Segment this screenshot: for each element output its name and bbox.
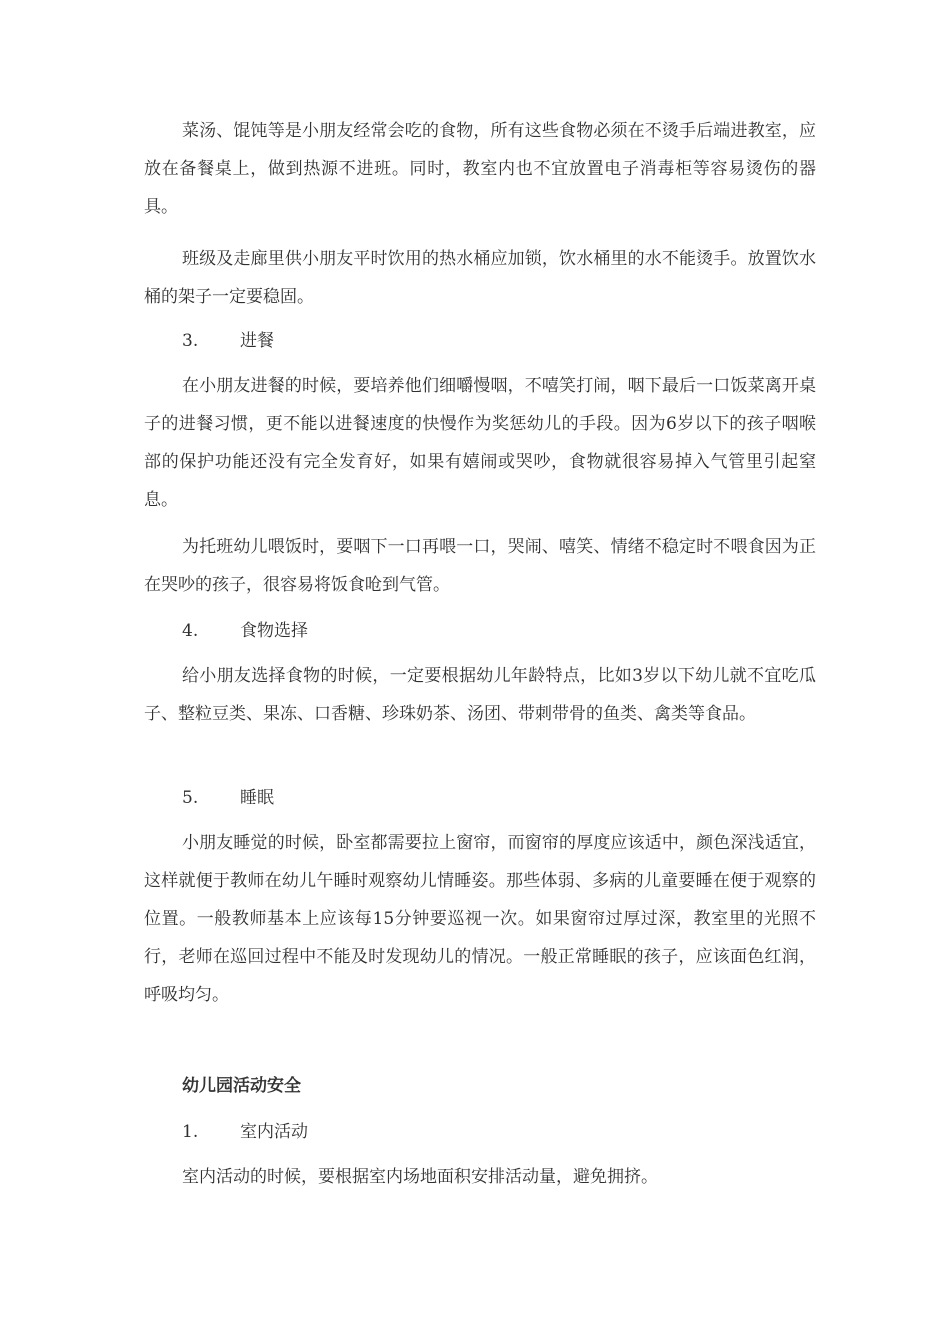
paragraph-feeding: 为托班幼儿喂饭时，要咽下一口再喂一口，哭闹、嘻笑、情绪不稳定时不喂食因为正在哭吵的孩子，很容易将饭食呛到气管。: [144, 537, 816, 595]
paragraph-food-selection: 给小朋友选择食物的时候，一定要根据幼儿年龄特点，比如3岁以下幼儿就不宜吃瓜子、整粒豆类、果冻、口香糖、珍珠奶茶、汤团、带刺带骨的鱼类、禽类等食品。: [144, 666, 816, 724]
list-item-number: 3.: [182, 331, 199, 351]
list-item-food-selection: [182, 612, 308, 650]
paragraph-sleep: 小朋友睡觉的时候，卧室都需要拉上窗帘，而窗帘的厚度应该适中，颜色深浅适宜，这样就便于教师在幼儿午睡时观察幼儿情睡姿。那些体弱、多病的儿童要睡在便于观察的位置。一般教师基本上应该每15分钟要巡视一次。如果窗帘过厚过深，教室里的光照不行，老师在巡回过程中不能及时发现幼儿的情况。一般正常睡眠的孩子，应该面色红润，呼吸均匀。: [144, 833, 816, 1005]
paragraph-meals: 在小朋友进餐的时候，要培养他们细嚼慢咽，不嘻笑打闹，咽下最后一口饭菜离开桌子的进餐习惯，更不能以进餐速度的快慢作为奖惩幼儿的手段。因为6岁以下的孩子咽喉部的保护功能还没有完全发育好，如果有嬉闹或哭吵，食物就很容易掉入气管里引起窒息。: [144, 376, 816, 510]
paragraph-hot-food: 菜汤、馄饨等是小朋友经常会吃的食物，所有这些食物必须在不烫手后端进教室，应放在备餐桌上，做到热源不进班。同时，教室内也不宜放置电子消毒柜等容易烫伤的器具。: [144, 121, 816, 217]
list-item-sleep: [182, 779, 274, 817]
list-item-number: 1.: [182, 1122, 199, 1142]
list-item-number: 5.: [182, 788, 199, 808]
list-item-meals: [182, 322, 274, 360]
list-item-number: 4.: [182, 621, 199, 641]
section-heading: 幼儿园活动安全: [182, 1076, 301, 1096]
paragraph-water-bucket: 班级及走廊里供小朋友平时饮用的热水桶应加锁，饮水桶里的水不能烫手。放置饮水桶的架子一定要稳固。: [144, 249, 816, 307]
list-item-label: 室内活动: [240, 1122, 308, 1142]
list-item-label: 食物选择: [240, 621, 308, 641]
list-item-label: 睡眠: [240, 788, 274, 808]
list-item-label: 进餐: [240, 331, 274, 351]
list-item-indoor-activity: [182, 1113, 308, 1151]
paragraph-indoor-activity: 室内活动的时候，要根据室内场地面积安排活动量，避免拥挤。: [182, 1167, 658, 1187]
